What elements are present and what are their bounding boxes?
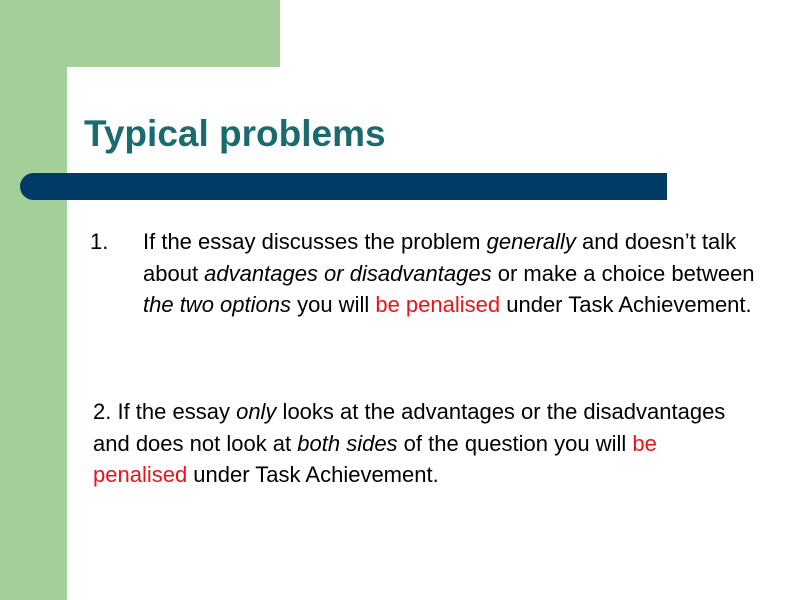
text-span: under Task Achievement. — [187, 462, 439, 487]
emphasis-text: generally — [486, 229, 576, 254]
text-span: of the question you will — [397, 430, 633, 456]
penalty-highlight: be penalised — [93, 430, 657, 487]
emphasis-text: advantages or disadvantages — [204, 260, 492, 286]
text-span: If the essay discusses the problem — [143, 229, 487, 254]
text-span: looks at the advantages or the disadvantages and does not look at — [93, 399, 726, 456]
text-span: and doesn’t talk about — [143, 229, 737, 286]
text-span: you will — [290, 292, 376, 317]
emphasis-text: only — [236, 399, 277, 424]
text-span: or make a choice between — [491, 260, 755, 286]
penalty-highlight: be penalised — [375, 292, 501, 317]
slide-title: Typical problems — [84, 113, 386, 154]
list-item-2 — [93, 396, 733, 491]
title-divider-bar — [20, 173, 667, 200]
text-span: under Task Achievement. — [500, 292, 752, 317]
list-item-1 — [143, 226, 763, 321]
emphasis-text: both sides — [297, 430, 398, 456]
emphasis-text: the two options — [143, 292, 291, 317]
text-span: 2. If the essay — [93, 399, 237, 424]
list-item-number: 1. — [90, 229, 109, 254]
green-frame-left — [0, 0, 67, 600]
